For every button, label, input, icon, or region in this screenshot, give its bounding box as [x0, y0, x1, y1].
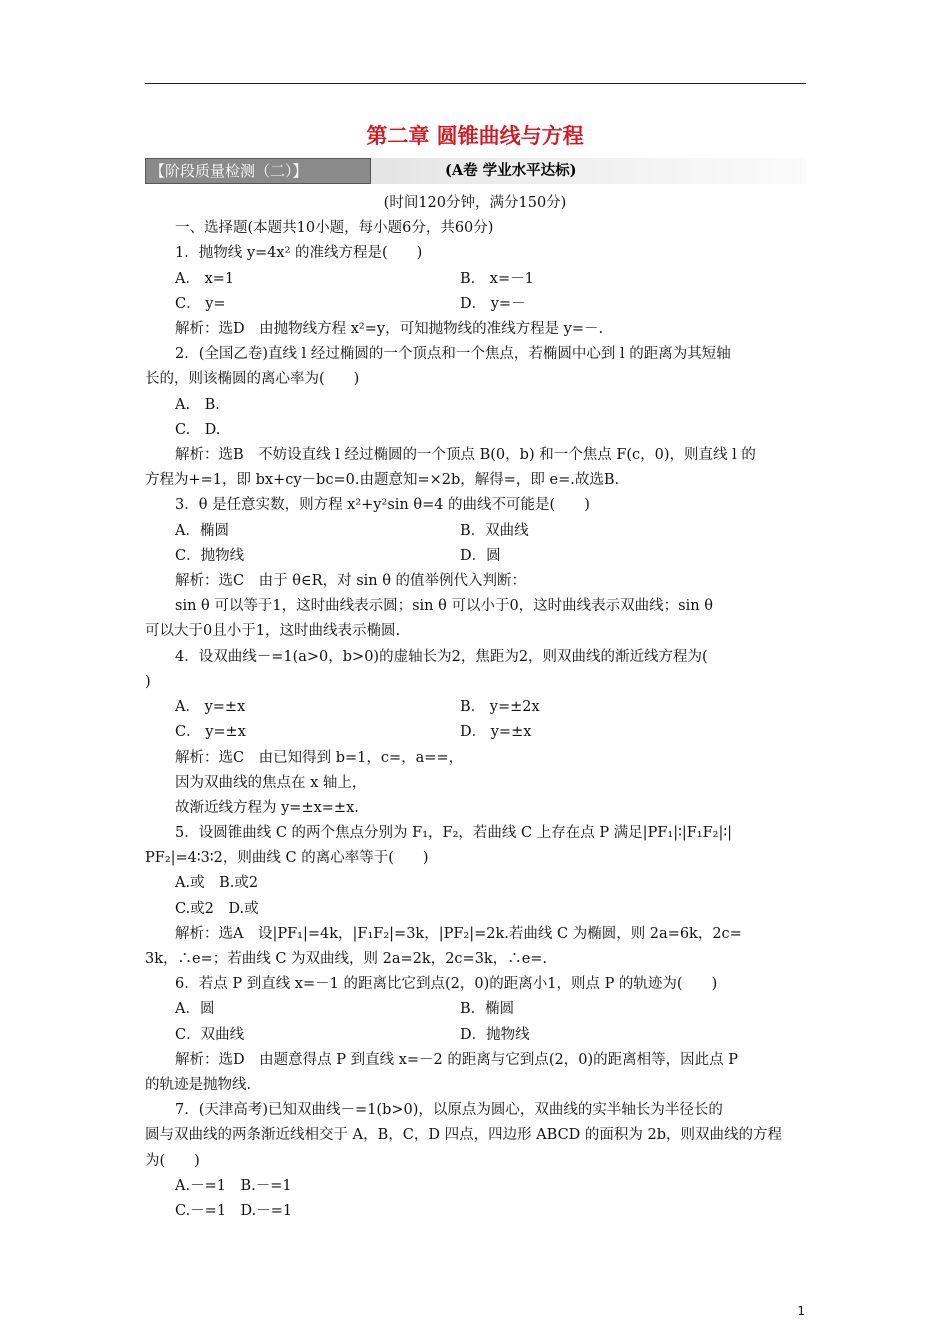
q4-stem-line1: 4．设双曲线－=1(a>0，b>0)的虚轴长为2，焦距为2，则双曲线的渐近线方程为( [175, 649, 708, 665]
q2-analysis-line2: 方程为+=1，即 bx+cy－bc=0.由题意知=×2b，解得=，即 e=.故选B. [145, 472, 620, 488]
q5-options-cd: C.或2 D.或 [175, 901, 259, 917]
q2-options-ab: A. B. [175, 397, 220, 413]
q5-stem-line2: PF₂|=4∶3∶2，则曲线 C 的离心率等于( ) [145, 850, 429, 866]
q5-options-ab: A.或 B.或2 [175, 875, 259, 891]
q6-option-a: A．圆 [175, 1001, 215, 1017]
banner-subtitle: (A卷 学业水平达标) [445, 162, 577, 179]
q6-analysis-line2: 的轨迹是抛物线. [145, 1077, 252, 1093]
q1-analysis: 解析：选D 由抛物线方程 x²=y，可知抛物线的准线方程是 y=－. [175, 321, 604, 337]
q1-option-b: B． x=－1 [460, 271, 534, 287]
q3-option-b: B．双曲线 [460, 523, 529, 539]
q1-option-c: C． y= [175, 296, 226, 312]
time-info: (时间120分钟，满分150分) [383, 195, 567, 211]
q1-option-a: A． x=1 [175, 271, 235, 287]
q4-option-d: D． y=±x [460, 724, 532, 740]
q4-option-b: B． y=±2x [460, 699, 540, 715]
section-banner [145, 158, 806, 184]
chapter-title: 第二章 圆锥曲线与方程 [366, 124, 584, 148]
section-heading: 一、选择题(本题共10小题，每小题6分，共60分) [175, 220, 494, 236]
q6-option-b: B．椭圆 [460, 1001, 515, 1017]
q2-options-cd: C. D. [175, 422, 221, 438]
q1-option-d: D． y=－ [460, 296, 526, 312]
q4-stem-line2: ) [145, 674, 151, 690]
q6-option-c: C．双曲线 [175, 1027, 245, 1043]
q2-stem-line2: 长的，则该椭圆的离心率为( ) [145, 371, 360, 387]
q7-options-ab: A.－=1 B.－=1 [175, 1178, 292, 1194]
page-number: 1 [797, 1304, 805, 1318]
q1-stem: 1．抛物线 y=4x² 的准线方程是( ) [175, 245, 423, 261]
q6-stem: 6．若点 P 到直线 x=－1 的距离比它到点(2，0)的距离小1，则点 P 的轨迹为( ) [175, 976, 718, 992]
q7-options-cd: C.－=1 D.－=1 [175, 1203, 293, 1219]
q4-analysis-line3: 故渐近线方程为 y=±x=±x. [175, 800, 359, 816]
q5-analysis-line1: 解析：选A 设|PF₁|=4k，|F₁F₂|=3k，|PF₂|=2k.若曲线 C 为椭圆，则 2a=6k，2c= [175, 926, 742, 942]
q7-stem-line2: 圆与双曲线的两条渐近线相交于 A，B，C，D 四点，四边形 ABCD 的面积为 2b，则双曲线的方程 [145, 1127, 783, 1143]
q4-analysis-line1: 解析：选C 由已知得到 b=1，c=，a==， [175, 750, 464, 766]
banner-label: 【阶段质量检测（二）】 [145, 158, 371, 184]
q3-option-c: C．抛物线 [175, 548, 245, 564]
q5-analysis-line2: 3k，∴e=；若曲线 C 为双曲线，则 2a=2k，2c=3k，∴e=. [145, 951, 548, 967]
q6-option-d: D．抛物线 [460, 1027, 530, 1043]
q3-analysis-line3: 可以大于0且小于1，这时曲线表示椭圆. [145, 623, 401, 639]
q3-stem: 3．θ 是任意实数，则方程 x²+y²sin θ=4 的曲线不可能是( ) [175, 497, 590, 513]
q2-analysis-line1: 解析：选B 不妨设直线 l 经过椭圆的一个顶点 B(0，b) 和一个焦点 F(c，0)，则直线 l 的 [175, 447, 756, 463]
q3-analysis-line2: sin θ 可以等于1，这时曲线表示圆；sin θ 可以小于0，这时曲线表示双曲线；sin θ [175, 598, 713, 614]
q7-stem-line1: 7．(天津高考)已知双曲线－=1(b>0)，以原点为圆心，双曲线的实半轴长为半径长的 [175, 1102, 723, 1118]
q3-option-a: A．椭圆 [175, 523, 229, 539]
q2-stem-line1: 2．(全国乙卷)直线 l 经过椭圆的一个顶点和一个焦点，若椭圆中心到 l 的距离为其短轴 [175, 346, 731, 362]
q4-option-c: C． y=±x [175, 724, 246, 740]
q3-analysis-line1: 解析：选C 由于 θ∈R，对 sin θ 的值举例代入判断： [175, 573, 527, 589]
header-rule [145, 83, 806, 84]
q4-analysis-line2: 因为双曲线的焦点在 x 轴上， [175, 775, 367, 791]
q6-analysis-line1: 解析：选D 由题意得点 P 到直线 x=－2 的距离与它到点(2，0)的距离相等，因此点 P [175, 1052, 738, 1068]
q7-stem-line3: 为( ) [145, 1153, 200, 1169]
q5-stem-line1: 5．设圆锥曲线 C 的两个焦点分别为 F₁，F₂，若曲线 C 上存在点 P 满足|PF₁|∶|F₁F₂|∶| [175, 825, 733, 841]
q4-option-a: A． y=±x [175, 699, 246, 715]
q3-option-d: D．圆 [460, 548, 501, 564]
